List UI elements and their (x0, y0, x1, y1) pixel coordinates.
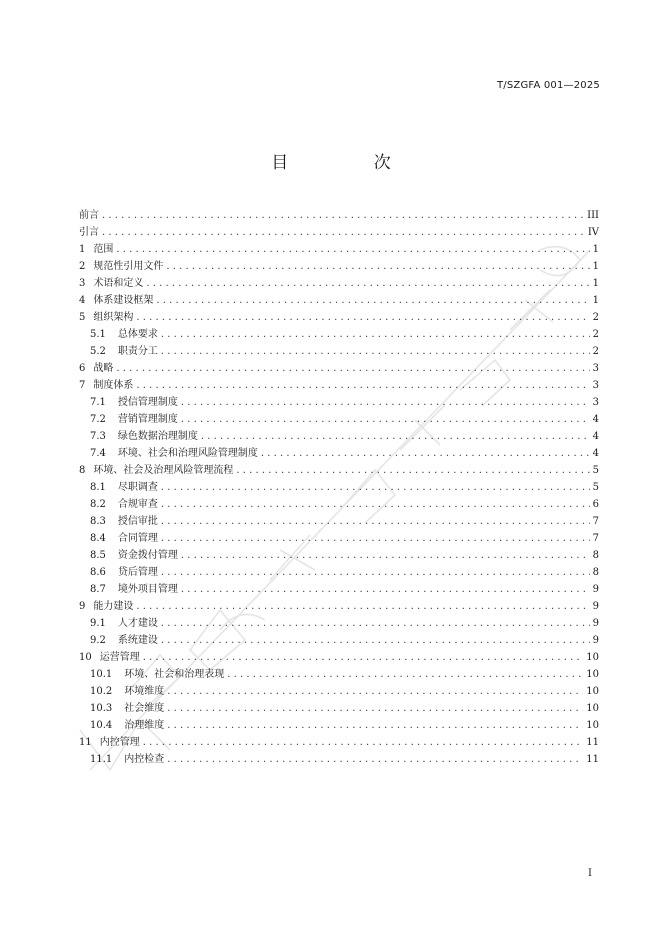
toc-entry-page: 8 (592, 550, 599, 561)
toc-entry-page: 2 (592, 329, 599, 340)
toc-entry-number: 8.3 (90, 516, 106, 527)
toc-entry[interactable] (79, 377, 599, 394)
toc-entry-label: 合规审查 (117, 499, 158, 510)
toc-dot-leader (143, 734, 584, 751)
toc-dot-leader (227, 666, 583, 683)
toc-entry-page: 1 (592, 278, 599, 289)
toc-entry-label: 授信管理制度 (117, 397, 178, 408)
toc-entry-number: 7.3 (90, 431, 106, 442)
toc-entry-number: 8 (79, 465, 86, 476)
toc-entry[interactable] (79, 598, 599, 615)
toc-dot-leader (146, 275, 589, 292)
toc-entry[interactable] (79, 445, 599, 462)
toc-entry-number: 5 (79, 312, 86, 323)
toc-entry-page: 3 (592, 363, 599, 374)
toc-dot-leader (261, 445, 590, 462)
toc-dot-leader (161, 326, 590, 343)
toc-entry-label: 规范性引用文件 (93, 261, 164, 272)
toc-entry-page: 6 (592, 499, 599, 510)
toc-entry-page: 10 (586, 669, 599, 680)
toc-entry-label: 环境、社会和治理风险管理制度 (117, 448, 258, 459)
toc-entry-number: 8.6 (90, 567, 106, 578)
toc-entry-number: 11.1 (90, 754, 113, 765)
toc-entry-page: 5 (592, 482, 599, 493)
toc-entry-label: 总体要求 (117, 329, 158, 340)
toc-entry[interactable] (79, 717, 599, 734)
toc-entry[interactable] (79, 530, 599, 547)
toc-entry[interactable] (79, 360, 599, 377)
toc-entry-label: 内控管理 (99, 737, 140, 748)
toc-dot-leader (116, 360, 589, 377)
toc-entry[interactable] (79, 258, 599, 275)
toc-dot-leader (136, 598, 589, 615)
toc-entry-page: 10 (586, 703, 599, 714)
toc-entry[interactable] (79, 275, 599, 292)
toc-dot-leader (181, 547, 590, 564)
toc-entry-number: 8.5 (90, 550, 106, 561)
toc-dot-leader (167, 751, 583, 768)
toc-dot-leader (181, 581, 590, 598)
toc-entry[interactable] (79, 700, 599, 717)
toc-entry-page: 11 (586, 737, 599, 748)
toc-entry-page: 3 (592, 397, 599, 408)
toc-entry-page: 11 (586, 754, 599, 765)
toc-entry-label: 前言 (79, 210, 99, 221)
toc-entry-label: 人才建设 (117, 618, 158, 629)
toc-entry[interactable] (79, 343, 599, 360)
toc-dot-leader (161, 479, 590, 496)
toc-entry-page: 1 (592, 244, 599, 255)
toc-entry-number: 1 (79, 244, 86, 255)
toc-dot-leader (161, 530, 590, 547)
toc-entry-label: 制度体系 (93, 380, 134, 391)
toc-dot-leader (143, 649, 584, 666)
toc-entry-number: 7 (79, 380, 86, 391)
toc-entry-label: 环境维度 (124, 686, 165, 697)
toc-entry-label: 范围 (93, 244, 114, 255)
toc-entry[interactable] (79, 751, 599, 768)
toc-entry[interactable] (79, 683, 599, 700)
toc-dot-leader (156, 292, 589, 309)
toc-entry-page: 2 (592, 346, 599, 357)
toc-entry[interactable] (79, 207, 599, 224)
toc-entry-label: 绿色数据治理制度 (117, 431, 198, 442)
toc-dot-leader (166, 258, 589, 275)
toc-entry-page: 1 (592, 261, 599, 272)
toc-dot-leader (102, 207, 584, 224)
toc-entry[interactable] (79, 462, 599, 479)
toc-entry-label: 授信审批 (117, 516, 158, 527)
toc-entry-number: 10 (79, 652, 92, 663)
toc-entry-label: 境外项目管理 (117, 584, 178, 595)
toc-entry-number: 7.1 (90, 397, 106, 408)
toc-entry-number: 4 (79, 295, 86, 306)
toc-entry-number: 7.2 (90, 414, 106, 425)
toc-dot-leader (236, 462, 589, 479)
toc-entry-label: 治理维度 (124, 720, 165, 731)
toc-entry-page: 7 (592, 516, 599, 527)
toc-entry[interactable] (79, 224, 599, 241)
toc-entry-number: 10.4 (90, 720, 113, 731)
toc-entry-page: IV (587, 227, 599, 238)
toc-entry-number: 8.2 (90, 499, 106, 510)
toc-entry[interactable] (79, 513, 599, 530)
toc-entry-number: 5.2 (90, 346, 106, 357)
toc-entry[interactable] (79, 292, 599, 309)
toc-dot-leader (167, 700, 583, 717)
toc-entry-page: 9 (592, 635, 599, 646)
toc-entry[interactable] (79, 428, 599, 445)
toc-entry-number: 10.2 (90, 686, 113, 697)
toc-entry[interactable] (79, 411, 599, 428)
page-title: 目 次 (271, 153, 431, 173)
toc-entry-page: 8 (592, 567, 599, 578)
toc-entry-page: III (587, 210, 599, 221)
toc-entry-label: 系统建设 (117, 635, 158, 646)
toc-entry[interactable] (79, 496, 599, 513)
toc-dot-leader (136, 377, 589, 394)
toc-entry[interactable] (79, 309, 599, 326)
toc-entry-label: 贷后管理 (117, 567, 158, 578)
toc-entry-page: 7 (592, 533, 599, 544)
toc-dot-leader (161, 615, 590, 632)
toc-entry-label: 社会维度 (124, 703, 165, 714)
toc-entry[interactable] (79, 241, 599, 258)
toc-entry-page: 4 (592, 431, 599, 442)
toc-entry-page: 10 (586, 720, 599, 731)
footer-page-number: I (588, 868, 592, 879)
toc-entry-number: 9.1 (90, 618, 106, 629)
toc-entry-label: 尽职调查 (117, 482, 158, 493)
toc-dot-leader (181, 411, 590, 428)
toc-entry-page: 3 (592, 380, 599, 391)
toc-dot-leader (161, 564, 590, 581)
toc-entry-page: 5 (592, 465, 599, 476)
toc-entry-number: 10.1 (90, 669, 113, 680)
toc-dot-leader (167, 683, 583, 700)
toc-dot-leader (161, 496, 590, 513)
toc-entry-page: 9 (592, 584, 599, 595)
toc-entry-label: 环境、社会和治理表现 (124, 669, 225, 680)
toc-entry[interactable] (79, 666, 599, 683)
toc-entry-label: 合同管理 (117, 533, 158, 544)
toc-entry-label: 术语和定义 (93, 278, 144, 289)
toc-entry-page: 9 (592, 601, 599, 612)
toc-entry-label: 内控检查 (124, 754, 165, 765)
toc-entry-label: 引言 (79, 227, 99, 238)
document-code: T/SZGFA 001—2025 (496, 80, 600, 91)
toc-entry-number: 5.1 (90, 329, 106, 340)
toc-entry-number: 2 (79, 261, 86, 272)
toc-entry-page: 4 (592, 414, 599, 425)
toc-entry[interactable] (79, 734, 599, 751)
toc-entry-number: 8.4 (90, 533, 106, 544)
toc-entry-page: 10 (586, 686, 599, 697)
toc-dot-leader (181, 394, 590, 411)
toc-entry-label: 环境、社会及治理风险管理流程 (93, 465, 234, 476)
toc-entry-label: 运营管理 (99, 652, 140, 663)
toc-dot-leader (102, 224, 585, 241)
toc-entry-page: 1 (592, 295, 599, 306)
table-of-contents (79, 207, 599, 768)
toc-entry-number: 11 (79, 737, 92, 748)
toc-entry-number: 8.1 (90, 482, 106, 493)
toc-entry-number: 9.2 (90, 635, 106, 646)
toc-entry-label: 资金拨付管理 (117, 550, 178, 561)
toc-entry[interactable] (79, 564, 599, 581)
toc-entry-label: 组织架构 (93, 312, 134, 323)
toc-dot-leader (161, 632, 590, 649)
toc-dot-leader (136, 309, 589, 326)
toc-entry-page: 9 (592, 618, 599, 629)
toc-entry-label: 战略 (93, 363, 114, 374)
toc-entry[interactable] (79, 581, 599, 598)
toc-entry-label: 体系建设框架 (93, 295, 154, 306)
toc-dot-leader (201, 428, 590, 445)
toc-entry-number: 6 (79, 363, 86, 374)
toc-entry[interactable] (79, 479, 599, 496)
toc-entry[interactable] (79, 615, 599, 632)
toc-dot-leader (161, 343, 590, 360)
toc-entry[interactable] (79, 326, 599, 343)
toc-entry-label: 职责分工 (117, 346, 158, 357)
toc-entry[interactable] (79, 632, 599, 649)
toc-entry[interactable] (79, 649, 599, 666)
toc-entry-label: 能力建设 (93, 601, 134, 612)
toc-entry-number: 3 (79, 278, 86, 289)
toc-entry[interactable] (79, 394, 599, 411)
toc-entry[interactable] (79, 547, 599, 564)
toc-dot-leader (161, 513, 590, 530)
toc-entry-label: 营销管理制度 (117, 414, 178, 425)
toc-entry-page: 4 (592, 448, 599, 459)
toc-entry-page: 2 (592, 312, 599, 323)
toc-dot-leader (167, 717, 583, 734)
toc-dot-leader (116, 241, 589, 258)
toc-entry-number: 10.3 (90, 703, 113, 714)
toc-entry-number: 7.4 (90, 448, 106, 459)
toc-entry-page: 10 (586, 652, 599, 663)
toc-entry-number: 8.7 (90, 584, 106, 595)
toc-entry-number: 9 (79, 601, 86, 612)
